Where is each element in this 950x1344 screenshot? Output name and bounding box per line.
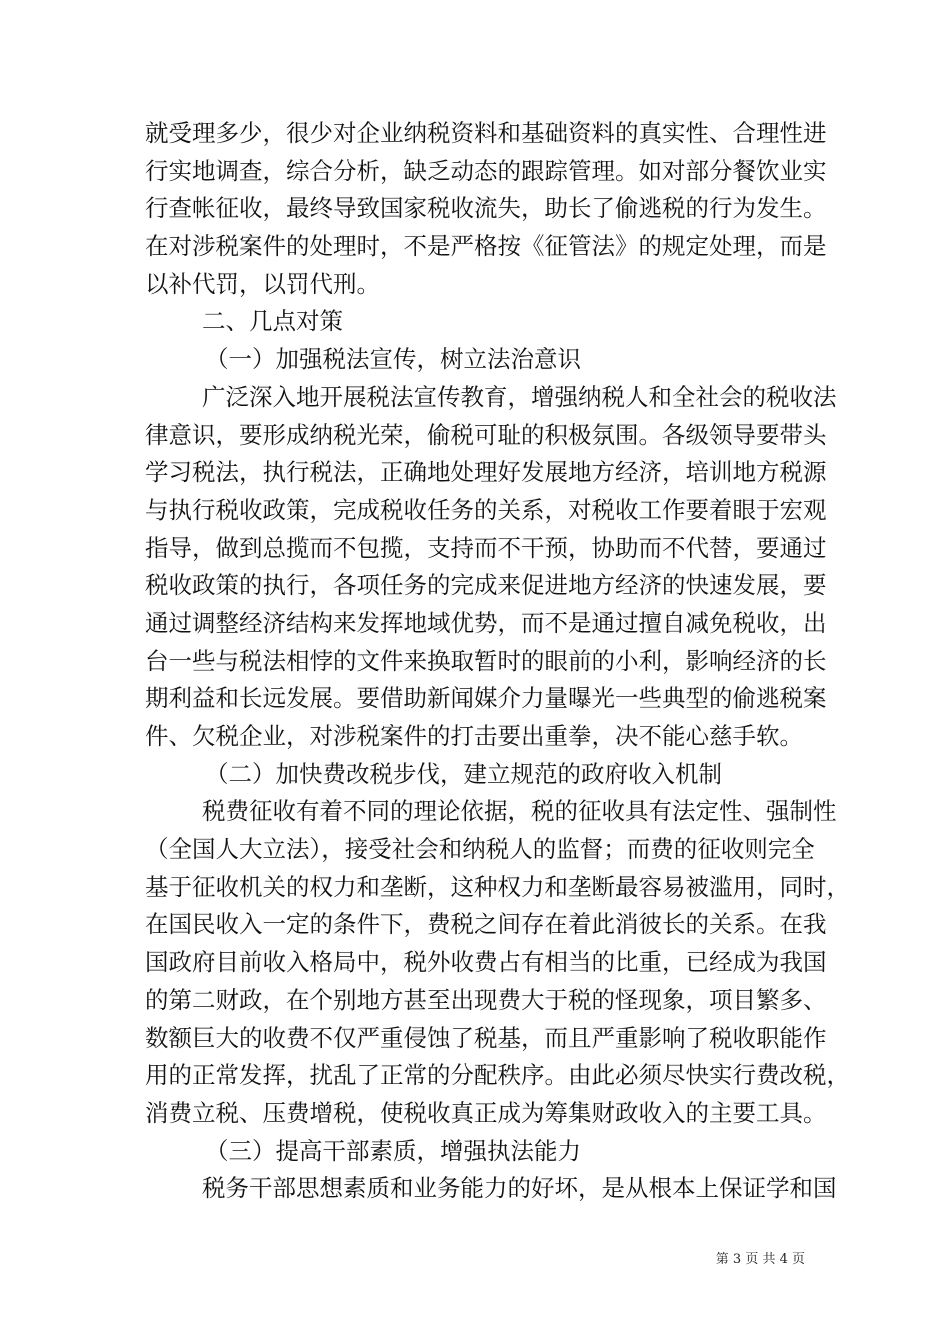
subsection-heading: （一）加强税法宣传，树立法治意识	[205, 345, 581, 374]
text-line: 件、欠税企业，对涉税案件的打击要出重拳，决不能心慈手软。	[145, 722, 803, 750]
text-line: 用的正常发挥，扰乱了正常的分配秩序。由此必须尽快实行费改税，	[145, 1061, 850, 1090]
subsection-heading: （二）加快费改税步伐，建立规范的政府收入机制	[205, 759, 722, 788]
subsection-heading: （三）提高干部素质，增强执法能力	[205, 1136, 581, 1165]
page-number: 第 3 页 共 4 页	[715, 1252, 805, 1267]
section-heading: 二、几点对策	[202, 307, 343, 336]
text-line: 国政府目前收入格局中，税外收费占有相当的比重，已经成为我国	[145, 948, 827, 977]
text-line: 的第二财政，在个别地方甚至出现费大于税的怪现象，项目繁多、	[145, 985, 827, 1014]
text-line: 税务干部思想素质和业务能力的好坏，是从根本上保证学和国	[202, 1174, 837, 1203]
text-line: 期利益和长远发展。要借助新闻媒介力量曝光一些典型的偷逃税案	[145, 684, 827, 713]
text-line: 在对涉税案件的处理时，不是严格按《征管法》的规定处理，而是	[145, 232, 827, 261]
text-line: 广泛深入地开展税法宣传教育，增强纳税人和全社会的税收法	[202, 382, 837, 411]
text-line: （全国人大立法），接受社会和纳税人的监督；而费的征收则完全	[145, 835, 815, 864]
text-line: 学习税法，执行税法，正确地处理好发展地方经济，培训地方税源	[145, 458, 827, 487]
text-line: 以补代罚，以罚代刑。	[145, 269, 380, 298]
text-line: 在国民收入一定的条件下，费税之间存在着此消彼长的关系。在我	[145, 910, 827, 939]
text-line: 与执行税收政策，完成税收任务的关系，对税收工作要着眼于宏观	[145, 495, 827, 524]
text-line: 税收政策的执行，各项任务的完成来促进地方经济的快速发展，要	[145, 571, 827, 600]
text-line: 消费立税、压费增税，使税收真正成为筹集财政收入的主要工具。	[145, 1098, 827, 1127]
text-line: 行查帐征收，最终导致国家税收流失，助长了偷逃税的行为发生。	[145, 194, 827, 223]
text-line: 基于征收机关的权力和垄断，这种权力和垄断最容易被滥用，同时，	[145, 872, 850, 901]
text-line: 台一些与税法相悖的文件来换取暂时的眼前的小利，影响经济的长	[145, 646, 827, 675]
text-line: 数额巨大的收费不仅严重侵蚀了税基，而且严重影响了税收职能作	[145, 1023, 827, 1052]
text-line: 律意识，要形成纳税光荣，偷税可耻的积极氛围。各级领导要带头	[145, 420, 827, 449]
text-line: 就受理多少，很少对企业纳税资料和基础资料的真实性、合理性进	[145, 119, 827, 147]
text-line: 指导，做到总揽而不包揽，支持而不干预，协助而不代替，要通过	[145, 533, 827, 562]
text-line: 税费征收有着不同的理论依据，税的征收具有法定性、强制性	[202, 797, 837, 826]
text-line: 行实地调查，综合分析，缺乏动态的跟踪管理。如对部分餐饮业实	[145, 156, 827, 185]
text-line: 通过调整经济结构来发挥地域优势，而不是通过擅自减免税收，出	[145, 608, 827, 637]
document-body	[145, 115, 850, 1208]
